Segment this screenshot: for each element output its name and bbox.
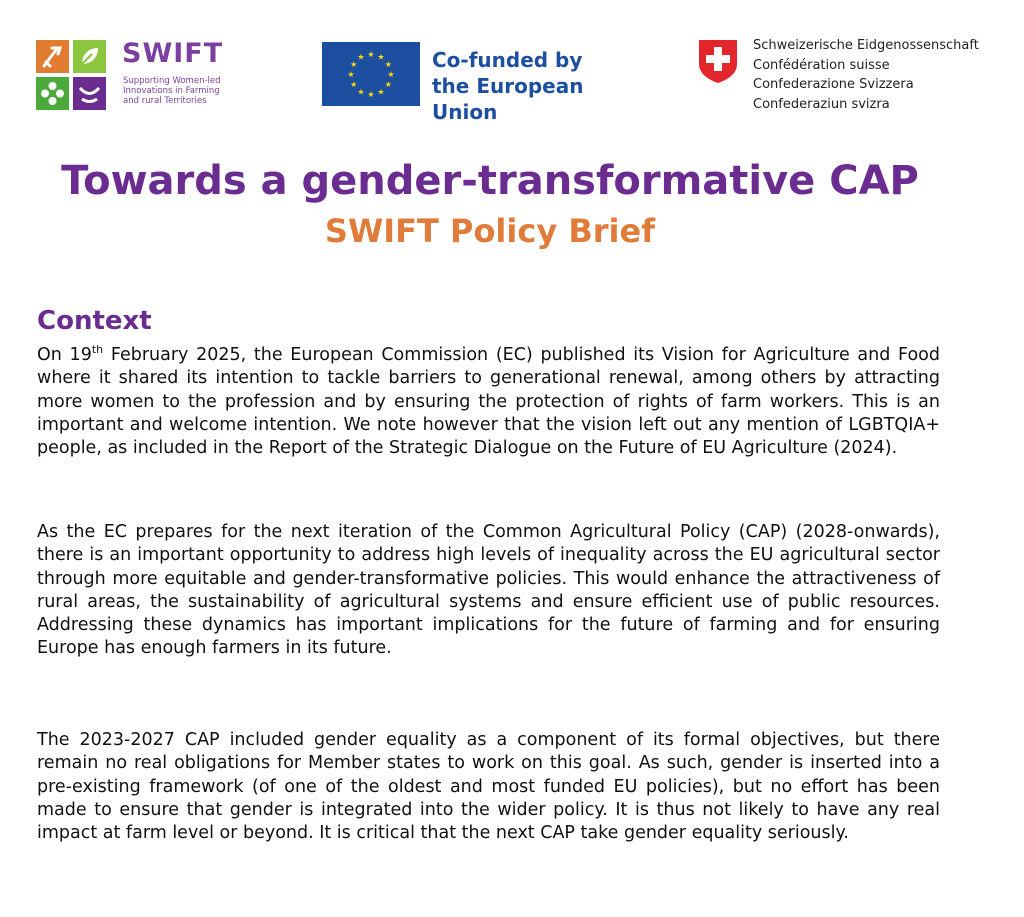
- paragraph-1-start: On 19: [37, 345, 92, 365]
- eu-star-icon: ★: [367, 50, 375, 59]
- swift-wordmark: SWIFT: [122, 38, 224, 69]
- eu-cofunded-text: [432, 47, 652, 125]
- flower-icon: [36, 77, 69, 110]
- swiss-confederation-names: [753, 36, 979, 114]
- section-heading-context: Context: [37, 306, 152, 336]
- eu-text-line1: Co-funded by: [432, 48, 583, 72]
- context-paragraph-2: As the EC prepares for the next iteration of the Common Agricultural Policy (CAP) (2028-onwards), there is an important opportunity to address high levels of inequality across the EU agricultural sector through more equitable and gender-transformative policies. This would enhance the attractiveness of rural areas, the sustainability of agricultural systems and ensure efficient use of public resources. Addressing these dynamics has important implications for the future of farming and for ensuring Europe has enough farmers in its future.: [37, 522, 940, 659]
- farm-tools-icon: [36, 40, 69, 73]
- swiss-name-de: Schweizerische Eidgenossenschaft: [753, 38, 979, 53]
- eu-star-icon: ★: [350, 80, 358, 89]
- eu-star-icon: ★: [357, 87, 365, 97]
- eu-star-icon: ★: [384, 60, 392, 69]
- eu-star-icon: ★: [367, 90, 375, 99]
- eu-star-icon: ★: [377, 87, 385, 97]
- swift-logo: [36, 40, 236, 112]
- eu-flag-icon: [322, 42, 420, 106]
- eu-star-icon: ★: [387, 70, 395, 79]
- leaf-hand-icon: [73, 40, 106, 73]
- swiss-name-it: Confederazione Svizzera: [753, 77, 914, 92]
- eu-star-icon: ★: [377, 52, 385, 62]
- context-paragraph-1: [37, 344, 940, 460]
- swiss-name-fr: Confédération suisse: [753, 57, 890, 73]
- eu-star-icon: ★: [347, 70, 355, 79]
- eu-star-icon: ★: [350, 60, 358, 69]
- context-paragraph-3: The 2023-2027 CAP included gender equality as a component of its formal objectives, but there remain no real obligations for Member states to work on this goal. As such, gender is inserted into a pre-existing framework (of one of the oldest and most funded EU policies), but no effort has been made to ensure that gender is integrated into the wider policy. It is thus not likely to have any real impact at farm level or beyond. It is critical that the next CAP take gender equality seriously.: [37, 730, 940, 844]
- ordinal-superscript: th: [91, 343, 104, 357]
- paragraph-1-rest: February 2025, the European Commission (EC) published its Vision for Agriculture and Food where it shared its intention to tackle barriers to generational renewal, among others by attracting more women to the profession and by ensuring the protection of rights of farm workers. This is an important and welcome intention. We note however that the vision left out any mention of LGBTQIA+ people, as included in the Report of the Strategic Dialogue on the Future of EU Agriculture (2024).: [37, 345, 941, 459]
- eu-text-line2: the European Union: [432, 74, 584, 124]
- eu-star-icon: ★: [357, 52, 365, 62]
- document-subtitle: SWIFT Policy Brief: [324, 212, 656, 250]
- eu-star-icon: ★: [384, 80, 392, 89]
- document-title: Towards a gender-transformative CAP: [61, 158, 919, 204]
- eu-cofunded-logo: [322, 42, 652, 124]
- swift-logo-tiles: [36, 40, 110, 112]
- swiss-shield-icon: [697, 38, 739, 84]
- swiss-name-rm: Confederaziun svizra: [753, 96, 890, 112]
- swiss-confederation-logo: [697, 38, 997, 118]
- swift-tagline: Supporting Women-led Innovations in Farming and rural Territories: [123, 76, 221, 106]
- people-icon: [73, 77, 106, 110]
